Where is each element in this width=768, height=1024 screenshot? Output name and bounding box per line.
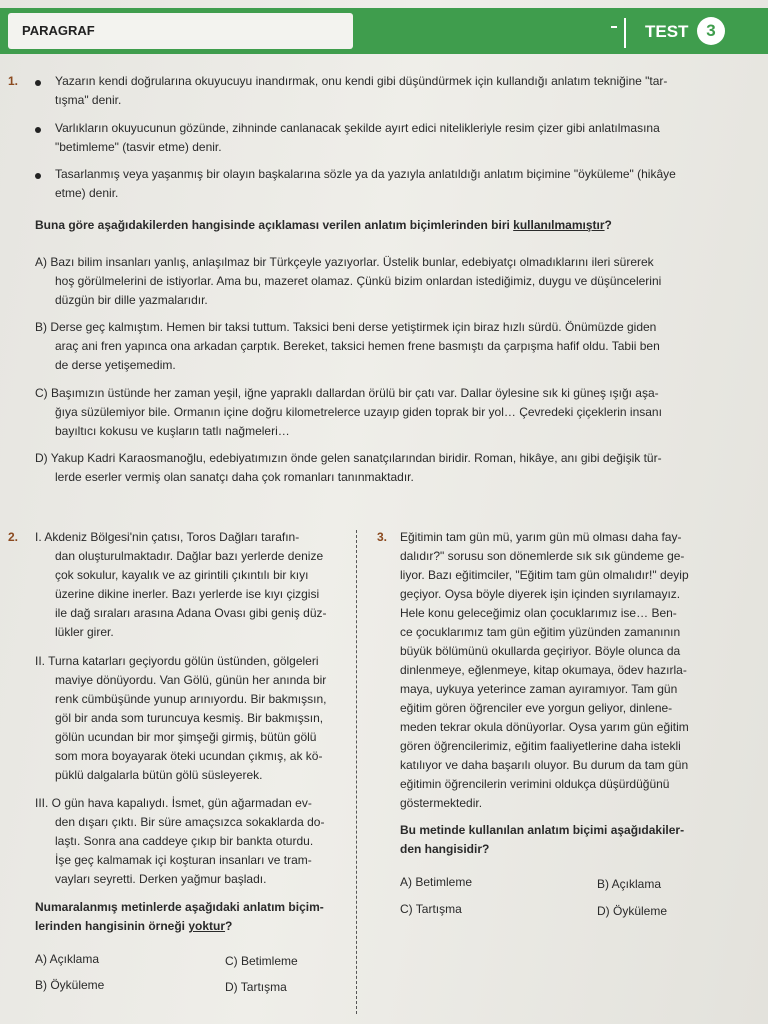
q2-stem-end: ? (225, 919, 233, 933)
q1-bullet-2-line-1: Varlıkların okuyucunun gözünde, zihninde canlanacak şekilde ayırt edici nitelikleriyle resim çizer gibi anlatılmasına (55, 121, 660, 135)
q2-iii-line-3: laştı. Sonra ana caddeye çıkıp bir bankta oturdu. (55, 834, 314, 848)
q2-ii-line-2: maviye dönüyordu. Van Gölü, günün her anında bir (55, 673, 327, 687)
q3-line-10: eğitim gören öğrenciler eve yorgun geliyor, dinlene- (400, 701, 673, 715)
q2-ii-line-6: som mora boyayarak öteki ucundan çıkmış, ak kö- (55, 749, 323, 763)
bullet-icon (35, 127, 41, 133)
q1-option-c-line-3: bayıltıcı kokusu ve kuşların tatlı nağmeleri… (55, 424, 290, 438)
q2-ii-line-3: renk cümbüşünde yunup arınıyordu. Bir bakmışsın, (55, 692, 327, 706)
q1-bullet-2-line-2: "betimleme" (tasvir etme) denir. (55, 140, 222, 154)
q3-line-15: göstermektedir. (400, 796, 483, 810)
q2-iii-line-4: İşe geç kalmamak içi koşturan insanları ve tram- (55, 853, 312, 867)
topic-box (8, 13, 353, 49)
q2-iii-line-1: III. O gün hava kapalıydı. İsmet, gün ağarmadan ev- (35, 796, 312, 810)
q1-option-a-line-3: düzgün bir dille yazmalarıdır. (55, 293, 208, 307)
q1-option-d-line-2: lerde eserler vermiş olan sanatçı daha çok romanları tanınmaktadır. (55, 470, 414, 484)
q2-iii-line-2: den dışarı çıktı. Bir süre amaçsızca sokaklarda do- (55, 815, 325, 829)
q1-stem-end: ? (604, 218, 612, 232)
q3-line-4: geçiyor. Oysa böyle diyerek işin içinden sıyrılamayız. (400, 587, 681, 601)
q1-option-b-line-3: de derse yetişemedim. (55, 358, 176, 372)
q1-option-b-line-2: araç ani fren yapınca ona arkadan çarptık. Bereket, taksici hemen frene basmıştı da çarpışma hafif oldu. Tabii ben (55, 339, 660, 353)
question-1-number: 1. (8, 74, 19, 88)
q2-i-line-1: I. Akdeniz Bölgesi'nin çatısı, Toros Dağları tarafın- (35, 530, 300, 544)
q2-option-a[interactable]: A) Açıklama (35, 952, 100, 966)
q2-i-line-5: ile dağ sıraları arasına Adana Ovası gibi geniş düz- (55, 606, 327, 620)
q3-option-a[interactable]: A) Betimleme (400, 875, 473, 889)
q1-option-a-line-1: A) Bazı bilim insanları yanlış, anlaşılmaz bir Türkçeyle yazıyorlar. Üstelik bunlar, edebiyatçı olmadıklarını ileri sürerek (35, 255, 654, 269)
q1-option-a-line-2: hoş görülmelerini de istiyorlar. Ama bu, mazeret olamaz. Çünkü bizim onlardan istediğimiz, duygu ve düşüncelerini (55, 274, 662, 288)
q2-ii-line-1: II. Turna katarları geçiyordu gölün üstünden, gölgeleri (35, 654, 319, 668)
q2-ii-line-4: göl bir anda som turuncuya kesmiş. Bir bakmışsın, (55, 711, 324, 725)
header-divider (624, 18, 626, 48)
q2-stem-text: lerinden hangisinin örneği (35, 919, 189, 933)
q2-option-b[interactable]: B) Öyküleme (35, 978, 105, 992)
q3-line-6: ce çocuklarımız tam gün eğitim yüzünden zamanının (400, 625, 681, 639)
q3-line-9: maya, uykuya yeterince zaman ayıramıyor. Tam gün (400, 682, 678, 696)
q3-line-2: dalıdır?" sorusu son dönemlerde sık sık gündeme ge- (400, 549, 685, 563)
header-dash (611, 26, 617, 28)
q2-ii-line-7: püklü dalgalarla bütün gölü süsleyerek. (55, 768, 263, 782)
q3-line-7: büyük bölümünü okullarda geçiriyor. Böyle olunca da (400, 644, 681, 658)
q3-line-11: meden tekrar okula dönüyorlar. Oysa yarım gün eğitim (400, 720, 689, 734)
q3-option-d[interactable]: D) Öyküleme (597, 904, 668, 918)
question-3-number: 3. (377, 530, 388, 544)
q1-bullet-3-line-2: etme) denir. (55, 186, 119, 200)
q3-stem-line-2: den hangisidir? (400, 842, 490, 856)
q3-option-b[interactable]: B) Açıklama (597, 877, 662, 891)
q3-line-8: dinlenmeye, eğlenmeye, kitap okumaya, ödev hazırla- (400, 663, 687, 677)
q3-line-14: eğitimin öğrencilerin verimini oldukça düşürdüğünü (400, 777, 670, 791)
column-divider (356, 530, 357, 1014)
q1-stem-text: Buna göre aşağıdakilerden hangisinde açıklaması verilen anlatım biçimlerinden biri (35, 218, 514, 232)
q1-option-b-line-1: B) Derse geç kalmıştım. Hemen bir taksi tuttum. Taksici beni derse yetiştirmek için biraz hızlı sürdü. Önümüzde giden (35, 320, 657, 334)
q2-option-d[interactable]: D) Tartışma (225, 980, 287, 994)
q1-stem-underlined: kullanılmamıştır (513, 218, 605, 232)
q1-option-c-line-2: ğıya süzülemiyor bile. Ormanın içine doğru kilometrelerce uzayıp giden toprak bir yol… Çevredeki çiçeklerin insanı (55, 405, 662, 419)
q2-option-c[interactable]: C) Betimleme (225, 954, 298, 968)
test-number-badge: 3 (697, 17, 725, 45)
q2-i-line-3: çok sokulur, kayalık ve az girintili çıkıntılı bir kıyı (55, 568, 309, 582)
bullet-icon (35, 80, 41, 86)
q1-bullet-1-line-1: Yazarın kendi doğrularına okuyucuyu inandırmak, onu kendi gibi düşündürmek için kullandığı anlatım tekniğine "tar- (55, 74, 668, 88)
q3-line-12: gören öğrencilerimiz, eğitim faaliyetlerine daha istekli (400, 739, 681, 753)
topic-title: PARAGRAF (22, 23, 95, 38)
q3-line-5: Hele konu geleceğimiz olan çocuklarımız ise… Ben- (400, 606, 677, 620)
q3-stem-line-1: Bu metinde kullanılan anlatım biçimi aşağıdakiler- (400, 823, 685, 837)
q2-iii-line-5: vayları seyretti. Derken yağmur başladı. (55, 872, 267, 886)
q3-line-1: Eğitimin tam gün mü, yarım gün mü olması daha fay- (400, 530, 682, 544)
q1-bullet-3-line-1: Tasarlanmış veya yaşanmış bir olayın başkalarına sözle ya da yazıyla anlatıldığı anlatım biçimine "öyküleme" (hikâye (55, 167, 676, 181)
q1-option-c-line-1: C) Başımızın üstünde her zaman yeşil, iğne yapraklı dallardan örülü bir çatı var. Dallar öylesine sık ki güneş ışığı aşa- (35, 386, 659, 400)
q3-line-13: katılıyor ve daha başarılı oluyor. Bu durum da tam gün (400, 758, 689, 772)
test-label: TEST (645, 22, 689, 41)
q2-i-line-2: dan oluşturulmaktadır. Dağlar bazı yerlerde denize (55, 549, 324, 563)
q2-ii-line-5: gölün ucundan bir mor şimşeği girmiş, bütün gölü (55, 730, 317, 744)
q1-bullet-1-line-2: tışma" denir. (55, 93, 122, 107)
q2-stem-line-1: Numaralanmış metinlerde aşağıdaki anlatım biçim- (35, 900, 324, 914)
q3-line-3: liyor. Bazı eğitimciler, "Eğitim tam gün olmalıdır!" deyip (400, 568, 689, 582)
q2-stem-underlined: yoktur (188, 919, 226, 933)
q2-i-line-4: üzerine dikine inerler. Bazı yerlerde ise kıyı çizgisi (55, 587, 320, 601)
q3-option-c[interactable]: C) Tartışma (400, 902, 462, 916)
q1-stem (35, 216, 612, 235)
bullet-icon (35, 173, 41, 179)
q1-option-d-line-1: D) Yakup Kadri Karaosmanoğlu, edebiyatımızın önde gelen sanatçılarından biridir. Roman, hikâye, anı gibi değişik tür- (35, 451, 662, 465)
q2-stem-line-2 (35, 917, 232, 936)
q2-i-line-6: lükler girer. (55, 625, 114, 639)
question-2-number: 2. (8, 530, 19, 544)
